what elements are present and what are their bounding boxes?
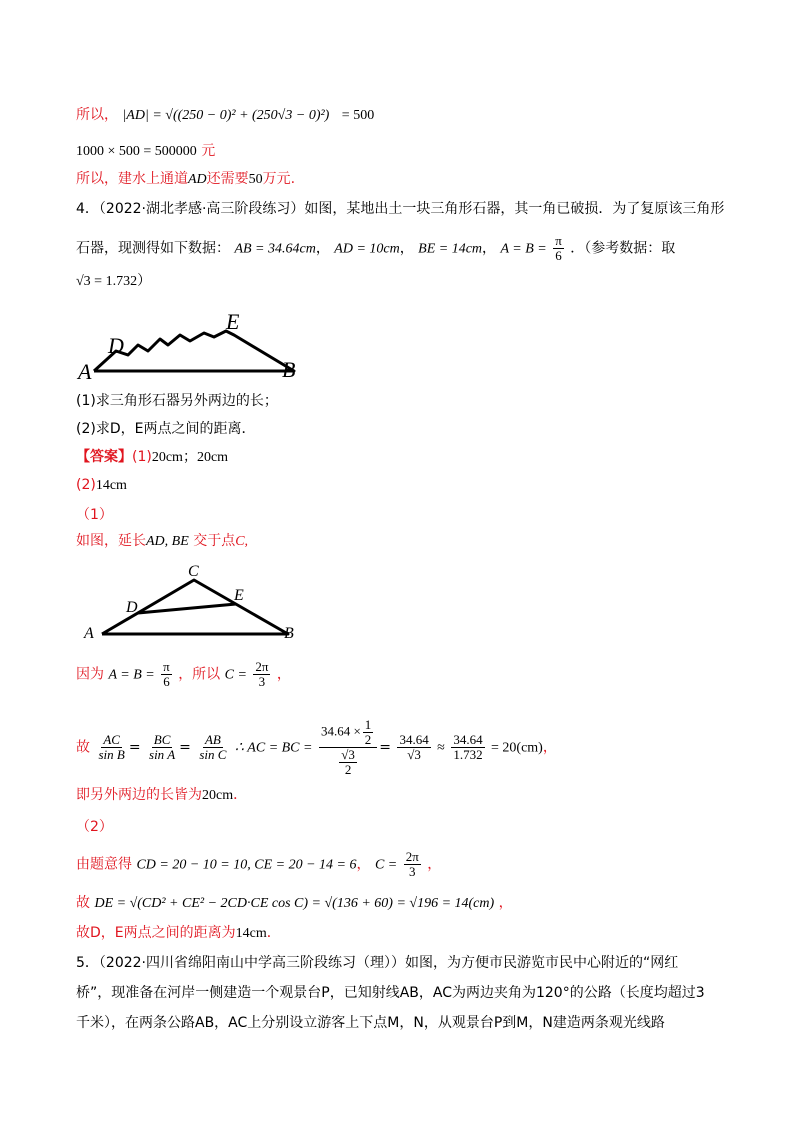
frac-ab-sinc: $\frac{AB}{\text{sin C}}$	[199, 732, 227, 762]
label-b2: B	[284, 625, 294, 642]
ad-symbol: AD	[188, 172, 207, 187]
q4-sub2: (2)求D，E两点之间的距离．	[76, 421, 256, 437]
final-a: 故D，E两点之间的距离为	[76, 925, 236, 941]
so-c: ，所以	[178, 666, 221, 683]
label-b: B	[282, 357, 296, 382]
formula-result: = 500	[341, 108, 375, 123]
broken-edge	[94, 331, 294, 371]
text-b: 还需要	[206, 171, 249, 187]
label-e2: E	[234, 587, 244, 604]
final-val: 14cm	[235, 926, 267, 941]
label-a: A	[78, 359, 92, 384]
text-prefix: 所以，	[76, 107, 118, 123]
extend-c: C,	[235, 534, 249, 549]
sol-because	[76, 660, 291, 689]
extend-b: 交于点	[193, 533, 236, 549]
q4-be: BE = 14cm	[418, 241, 483, 257]
sol-de	[76, 894, 513, 913]
pi-over-6: $\frac{\pi}{6}$	[163, 659, 170, 689]
sol-part2: （2）	[76, 819, 113, 835]
sol-extend	[76, 532, 248, 551]
line-conclusion	[76, 170, 295, 189]
q4-ad: AD = 10cm	[334, 241, 400, 257]
q4-angle-frac: $\frac{\pi}{6}$	[555, 233, 562, 263]
sol-part1: （1）	[76, 507, 113, 523]
de-formula: DE = √(CD² + CE² − 2CD·CE cos C) = √(136 + 60) = √196 = 14(cm)	[94, 896, 495, 911]
given-a: 由题意得	[76, 856, 132, 873]
unit-yuan: 元	[201, 143, 216, 159]
given-tail: ，	[427, 856, 442, 873]
q4-angle: A = B =	[500, 241, 547, 257]
answer-tag: 【答案】	[76, 449, 132, 465]
sides-b: ．	[233, 787, 248, 803]
label-e: E	[226, 309, 240, 334]
label-d2: D	[126, 599, 138, 616]
num-50: 50	[248, 172, 263, 187]
two-pi-over-3: $\frac{2\pi}{3}$	[255, 659, 269, 689]
result-20cm: = 20(cm)	[491, 740, 543, 756]
because-m: A = B =	[108, 667, 155, 683]
extend-a: 如图，延长	[76, 533, 146, 549]
frac-34-1732: $\frac{34.64}{1.732}$	[453, 732, 483, 762]
frac-bc-sina: $\frac{BC}{\text{sin A}}$	[149, 732, 176, 762]
answer2-label: (2)	[76, 477, 96, 493]
q5-line1: 5．（2022·四川省绵阳南山中学高三阶段练习（理））如图，为方便市民游览市民中心附近的“网红	[76, 955, 679, 971]
frac-ac-sinb: $\frac{AC}{\text{sin B}}$	[98, 732, 125, 762]
given-two-pi-over-3: $\frac{2\pi}{3}$	[405, 849, 419, 879]
answer1-label: (1)	[132, 449, 152, 465]
de-tail: ，	[498, 895, 513, 911]
frac-complex: 34.64 × $\frac{1}{2}$ $\frac{√3}{2}$	[319, 718, 377, 777]
given-m: CD = 20 − 10 = 10, CE = 20 − 14 = 6	[136, 857, 357, 873]
answer-line2	[76, 476, 127, 495]
q4-line3	[76, 272, 151, 291]
formula-cost: 1000 × 500 = 500000	[76, 144, 197, 159]
q4-line1: 4．（2022·湖北孝感·高三阶段练习）如图，某地出土一块三角形石器，其一角已破损．为了复原该三角形	[76, 201, 725, 217]
c-eq: C =	[224, 667, 247, 683]
q5-line2: 桥”，现准备在河岸一侧建造一个观景台P，已知射线AB，AC为两边夹角为120°的公路（长度均超过3	[76, 985, 705, 1001]
approx: ≈	[437, 740, 445, 756]
q4-sub1: (1)求三角形石器另外两边的长；	[76, 393, 278, 409]
given-c: C =	[374, 857, 398, 873]
q4-ab: AB = 34.64cm	[234, 241, 316, 257]
extend-segments: AD, BE	[146, 534, 189, 549]
label-c2: C	[188, 563, 199, 580]
answer1-value: 20cm；20cm	[151, 450, 229, 465]
gu-1: 故	[76, 739, 90, 756]
q4-ref: ．（参考数据：取	[570, 240, 676, 257]
answer2-value: 14cm	[95, 478, 127, 493]
law-tail: ，	[542, 739, 557, 756]
q4-sqrt3: √3 = 1.732	[76, 274, 138, 289]
q4-data-intro: 石器，现测得如下数据：	[76, 240, 230, 257]
comma: ，	[276, 666, 291, 683]
label-d: D	[108, 333, 124, 358]
q4-line2: 石器，现测得如下数据： AB = 34.64cm， AD = 10cm， BE = 14cm， A = B = $\frac{\pi}{6}$ ．（参考数据：取	[76, 233, 676, 263]
formula-ad: |AD| = √((250 − 0)² + (250√3 − 0)²)	[122, 108, 330, 123]
q5-line3: 千米），在两条公路AB，AC上分别设立游客上下点M，N，从观景台P到M，N建造两条观光线路	[76, 1015, 665, 1031]
line-ad-length	[76, 106, 374, 125]
sol-sides	[76, 786, 247, 805]
final-b: ．	[266, 925, 281, 941]
therefore: ∴ AC = BC =	[234, 740, 313, 756]
frac-34-sqrt3: $\frac{34.64}{√3}$	[399, 732, 429, 762]
line-cost	[76, 142, 215, 161]
sol-given: 由题意得 CD = 20 − 10 = 10, CE = 20 − 14 = 6， C = $\frac{2\pi}{3}$ ，	[76, 849, 442, 879]
sides-a: 即另外两边的长皆为	[76, 787, 202, 803]
de-gu: 故	[76, 895, 90, 911]
sides-val: 20cm	[202, 788, 234, 803]
text-c: 万元.	[262, 171, 296, 187]
sol-final	[76, 924, 281, 943]
q4-close: ）	[137, 273, 152, 289]
answer-line1	[76, 448, 228, 467]
because-a: 因为	[76, 666, 104, 683]
text-a: 所以，建水上通道	[76, 171, 188, 187]
figure-broken-triangle	[76, 305, 306, 385]
sol-law-of-sines: 故 $\frac{AC}{\text{sin B}}$ = $\frac{BC}{\text{sin A}}$ = $\frac{AB}{\text{sin C}}$ ∴ AC = BC = 34.64 × $\frac{1}{2}$ $\frac{√3}{2}$ = $\frac{34.64}{√3}$ ≈ $\frac{34.64}{1.732}$ = 20(cm)，	[76, 717, 557, 777]
figure-complete-triangle	[76, 560, 306, 642]
label-a2: A	[84, 625, 94, 642]
